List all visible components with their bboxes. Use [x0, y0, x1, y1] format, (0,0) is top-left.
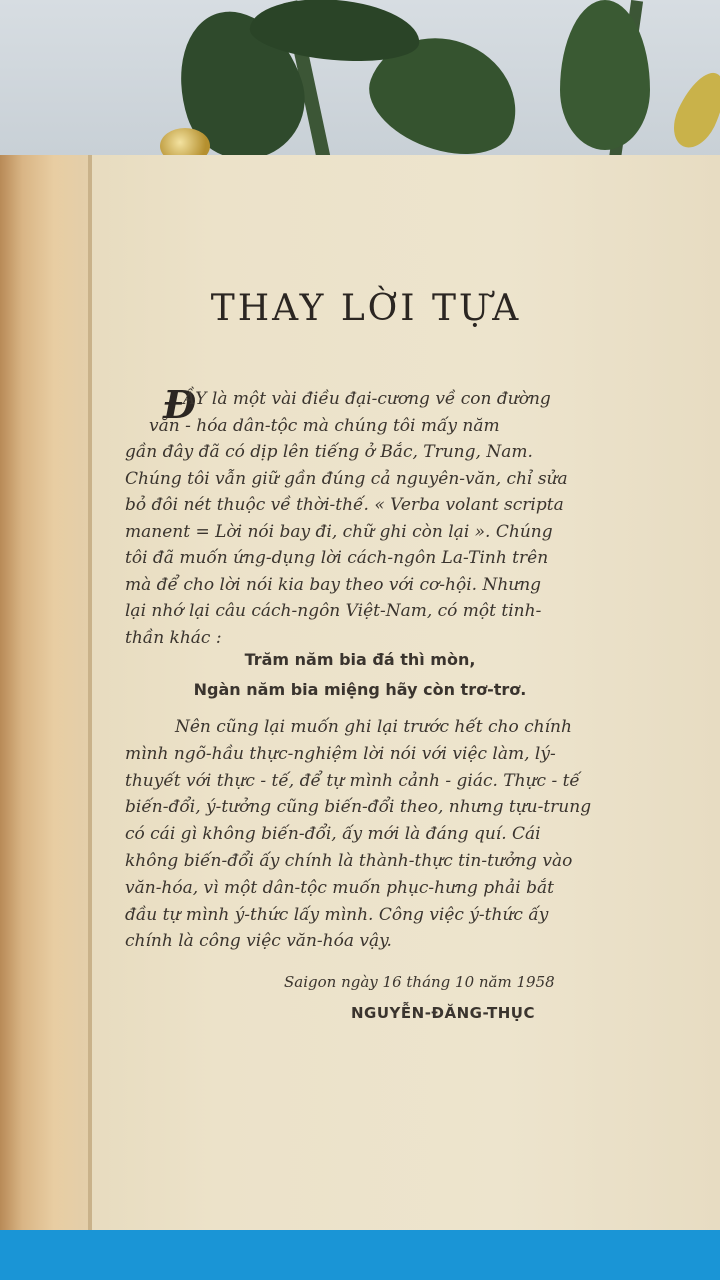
- paragraph-2: [125, 714, 645, 955]
- text-line: không biến-đổi ấy chính là thành-thực tin-tưởng vào: [125, 850, 573, 871]
- text-line: thần khác :: [125, 627, 222, 648]
- text-line: tôi đã muốn ứng-dụng lời cách-ngôn La-Tinh trên: [125, 548, 549, 568]
- text-line: có cái gì không biến-đổi, ấy mới là đáng quí. Cái: [125, 824, 541, 845]
- table-surface: [0, 1230, 720, 1280]
- verse-line-2: Ngàn năm bia miệng hãy còn trơ-trơ.: [193, 680, 527, 699]
- text-line: lại nhớ lại câu cách-ngôn Việt-Nam, có một tinh-: [125, 601, 542, 621]
- verse-line-1: Trăm năm bia đá thì mòn,: [244, 650, 476, 669]
- text-line: gần đây đã có dịp lên tiếng ở Bắc, Trung, Nam.: [125, 442, 533, 462]
- text-line: manent = Lời nói bay đi, chữ ghi còn lại ». Chúng: [125, 521, 553, 542]
- text-line: thuyết với thực - tế, để tự mình cảnh - giác. Thực - tế: [125, 770, 580, 791]
- text-line: Nên cũng lại muốn ghi lại trước hết cho chính: [175, 717, 572, 737]
- text-line: mình ngõ-hầu thực-nghiệm lời nói với việc làm, lý-: [125, 743, 556, 764]
- signature-author: NGUYỄN-ĐĂNG-THỤC: [351, 1004, 535, 1022]
- text-line: văn - hóa dân-tộc mà chúng tôi mấy năm: [149, 415, 500, 436]
- text-line: bỏ đôi nét thuộc về thời-thế. « Verba volant scripta: [125, 495, 564, 515]
- text-line: văn-hóa, vì một dân-tộc muốn phục-hưng phải bắt: [125, 877, 554, 898]
- text-line: mà để cho lời nói kia bay theo với cơ-hội. Nhưng: [125, 574, 542, 595]
- text-line: chính là công việc văn-hóa vậy.: [125, 931, 392, 952]
- text-line: biến-đổi, ý-tưởng cũng biến-đổi theo, nhưng tựu-trung: [125, 797, 592, 818]
- signature-date: Saigon ngày 16 tháng 10 năm 1958: [284, 973, 555, 991]
- text-line: ẦY là một vài điều đại-cương về con đường: [183, 389, 551, 409]
- page-title: THAY LỜI TỰA: [210, 288, 522, 329]
- paragraph-1: [125, 382, 645, 651]
- drop-cap: Đ: [163, 382, 197, 427]
- text-line: Chúng tôi vẫn giữ gần đúng cả nguyên-văn, chỉ sửa: [125, 468, 568, 489]
- text-line: đầu tự mình ý-thức lấy mình. Công việc ý-thức ấy: [125, 904, 549, 925]
